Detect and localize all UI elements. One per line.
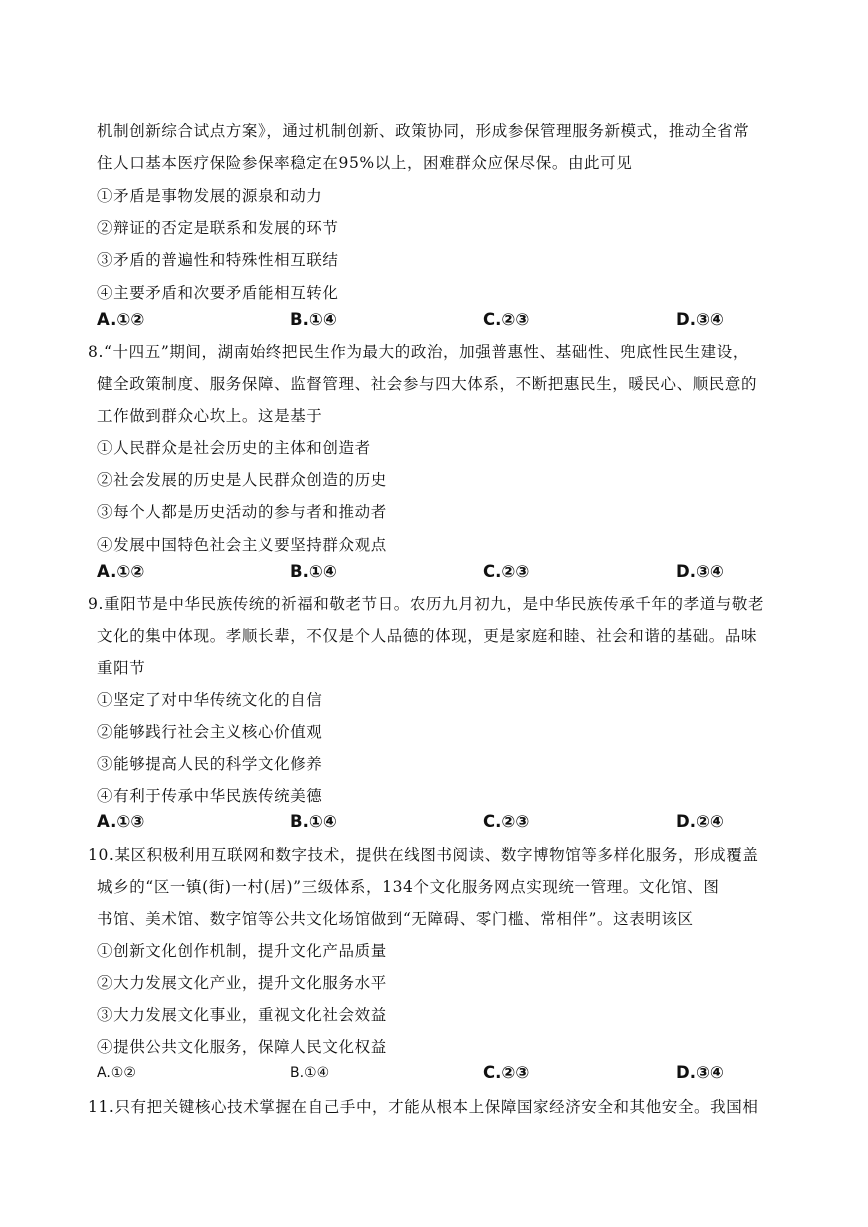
question-8-option-1: ①人民群众是社会历史的主体和创造者: [97, 439, 371, 457]
answer-c: C.②③: [483, 310, 530, 329]
question-9-stem-line: 文化的集中体现。孝顺长辈，不仅是个人品德的体现，更是家庭和睦、社会和谐的基础。品味: [97, 627, 758, 645]
question-7-answers: [97, 309, 797, 331]
question-9-stem-line: 重阳节: [97, 659, 146, 677]
question-10-answers: [97, 1062, 797, 1084]
answer-c: C.②③: [483, 562, 530, 581]
answer-a: A.①③: [97, 812, 145, 831]
answer-b: B.①④: [290, 1065, 330, 1081]
question-10-option-2: ②大力发展文化产业，提升文化服务水平: [97, 974, 387, 992]
question-10-option-4: ④提供公共文化服务，保障人民文化权益: [97, 1038, 387, 1056]
answer-a: A.①②: [97, 562, 145, 581]
question-10-option-3: ③大力发展文化事业，重视文化社会效益: [97, 1006, 387, 1024]
question-8-stem-line: 健全政策制度、服务保障、监督管理、社会参与四大体系，不断把惠民生，暖民心、顺民意的: [97, 375, 758, 393]
question-10-option-1: ①创新文化创作机制，提升文化产品质量: [97, 942, 387, 960]
answer-a: A.①②: [97, 310, 145, 329]
question-11-stem-line: 11.只有把关键核心技术掌握在自己手中，才能从根本上保障国家经济安全和其他安全。我国相: [88, 1098, 759, 1116]
question-9-answers: [97, 811, 797, 833]
answer-d: D.③④: [676, 562, 724, 581]
question-7-option-4: ④主要矛盾和次要矛盾能相互转化: [97, 284, 339, 302]
answer-c: C.②③: [483, 812, 530, 831]
question-9-option-1: ①坚定了对中华传统文化的自信: [97, 691, 323, 709]
answer-a: A.①②: [97, 1065, 136, 1081]
question-9-option-4: ④有利于传承中华民族传统美德: [97, 787, 323, 805]
answer-b: B.①④: [290, 310, 337, 329]
answer-d: D.③④: [676, 310, 724, 329]
question-9-option-3: ③能够提高人民的科学文化修养: [97, 755, 323, 773]
question-8-option-3: ③每个人都是历史活动的参与者和推动者: [97, 503, 387, 521]
answer-b: B.①④: [290, 812, 337, 831]
question-10-stem-line: 书馆、美术馆、数字馆等公共文化场馆做到“无障碍、零门槛、常相伴”。这表明该区: [97, 910, 694, 928]
question-7-option-1: ①矛盾是事物发展的源泉和动力: [97, 187, 323, 205]
question-7-option-2: ②辩证的否定是联系和发展的环节: [97, 219, 339, 237]
question-9-stem-line: 9.重阳节是中华民族传统的祈福和敬老节日。农历九月初九，是中华民族传承千年的孝道与敬老: [88, 595, 765, 613]
question-8-option-2: ②社会发展的历史是人民群众创造的历史: [97, 471, 387, 489]
question-10-stem-line: 10.某区积极利用互联网和数字技术，提供在线图书阅读、数字博物馆等多样化服务，形成覆盖: [88, 846, 759, 864]
question-7-stem-line: 住人口基本医疗保险参保率稳定在95%以上，困难群众应保尽保。由此可见: [97, 154, 633, 172]
answer-c: C.②③: [483, 1063, 530, 1082]
answer-d: D.②④: [676, 812, 724, 831]
question-7-option-3: ③矛盾的普遍性和特殊性相互联结: [97, 251, 339, 269]
question-8-option-4: ④发展中国特色社会主义要坚持群众观点: [97, 536, 387, 554]
answer-b: B.①④: [290, 562, 337, 581]
question-9-option-2: ②能够践行社会主义核心价值观: [97, 723, 323, 741]
question-8-stem-line: 8.“十四五”期间，湖南始终把民生作为最大的政治，加强普惠性、基础性、兜底性民生建设，: [88, 343, 749, 361]
question-10-stem-line: 城乡的“区一镇(街)一村(居)”三级体系，134个文化服务网点实现统一管理。文化馆、图: [97, 878, 720, 896]
question-7-stem-line: 机制创新综合试点方案》，通过机制创新、政策协同，形成参保管理服务新模式，推动全省常: [97, 122, 750, 140]
question-8-stem-line: 工作做到群众心坎上。这是基于: [97, 407, 323, 425]
answer-d: D.③④: [676, 1063, 724, 1082]
question-8-answers: [97, 561, 797, 583]
